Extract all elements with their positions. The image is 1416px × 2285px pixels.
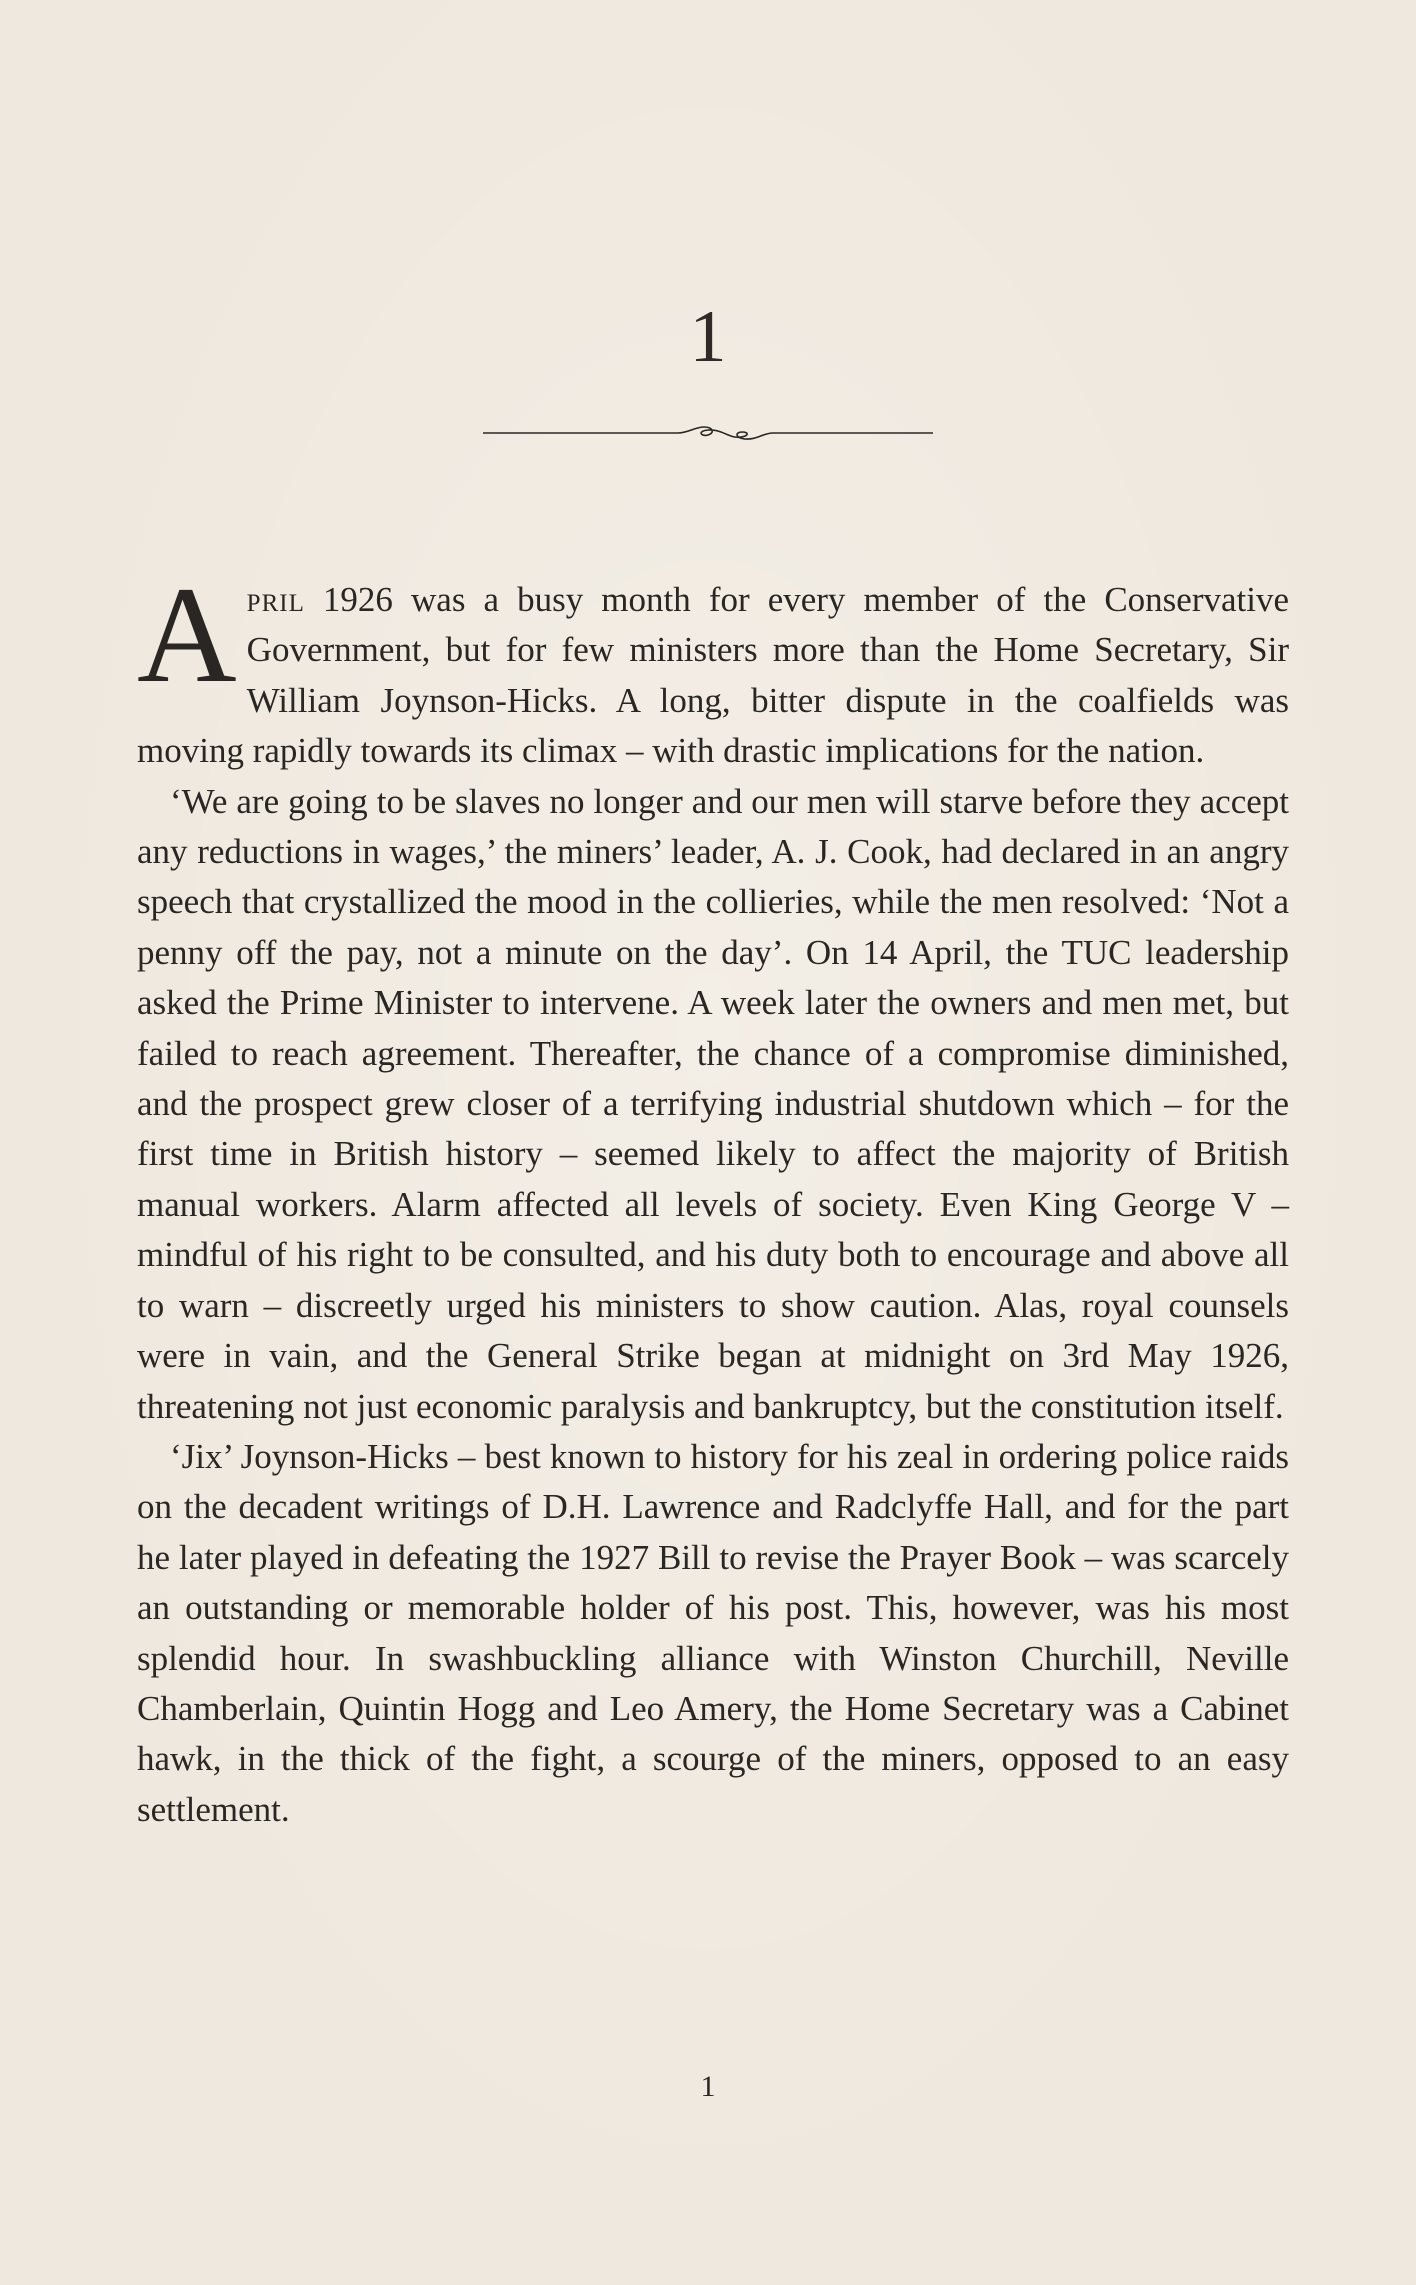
paragraph-3: ‘Jix’ Joynson-Hicks – best known to history for his zeal in ordering police raids on the decadent writings of D.H. Lawrence and Radclyffe Hall, and for the part he later played in defeating the 1927 Bill to revise the Prayer Book – was scarcely an outstanding or memorable holder of his post. This, however, was his most splendid hour. In swashbuckling alliance with Winston Churchill, Neville Chamberlain, Quintin Hogg and Leo Amery, the Home Secretary was a Cabinet hawk, in the thick of the fight, a scourge of the miners, opposed to an easy settlement. <box>137 1436 1289 1829</box>
drop-cap: A <box>137 558 237 711</box>
chapter-body <box>137 558 1289 1835</box>
paragraph-1 <box>137 558 1289 777</box>
opening-small-caps: pril <box>246 580 305 619</box>
paragraph-1-text: 1926 was a busy month for every member of the Conservative Government, but for few ministers more than the Home Secretary, Sir William Joynson-Hicks. A long, bitter dispute in the coalfields was moving rapidly towards its climax – with drastic implications for the nation. <box>137 580 1289 771</box>
page-number: 1 <box>700 2070 716 2103</box>
paragraph-2: ‘We are going to be slaves no longer and our men will starve before they accept any reductions in wages,’ the miners’ leader, A. J. Cook, had declared in an angry speech that crystallized the mood in the collieries, while the men resolved: ‘Not a penny off the pay, not a minute on the day’. On 14 April, the TUC leadership asked the Prime Minister to intervene. A week later the owners and men met, but failed to reach agreement. Thereafter, the chance of a compromise diminished, and the prospect grew closer of a terrifying industrial shutdown which – for the first time in British history – seemed likely to affect the majority of British manual workers. Alarm affected all levels of society. Even King George V – mindful of his right to be consulted, and his duty both to encourage and above all to warn – discreetly urged his ministers to show caution. Alas, royal counsels were in vain, and the General Strike began at midnight on 3rd May 1926, threatening not just economic paralysis and bankruptcy, but the constitution itself. <box>137 781 1289 1426</box>
chapter-number: 1 <box>689 296 727 378</box>
chapter-ornament-rule <box>483 418 933 448</box>
ornament-flourish <box>678 427 773 439</box>
